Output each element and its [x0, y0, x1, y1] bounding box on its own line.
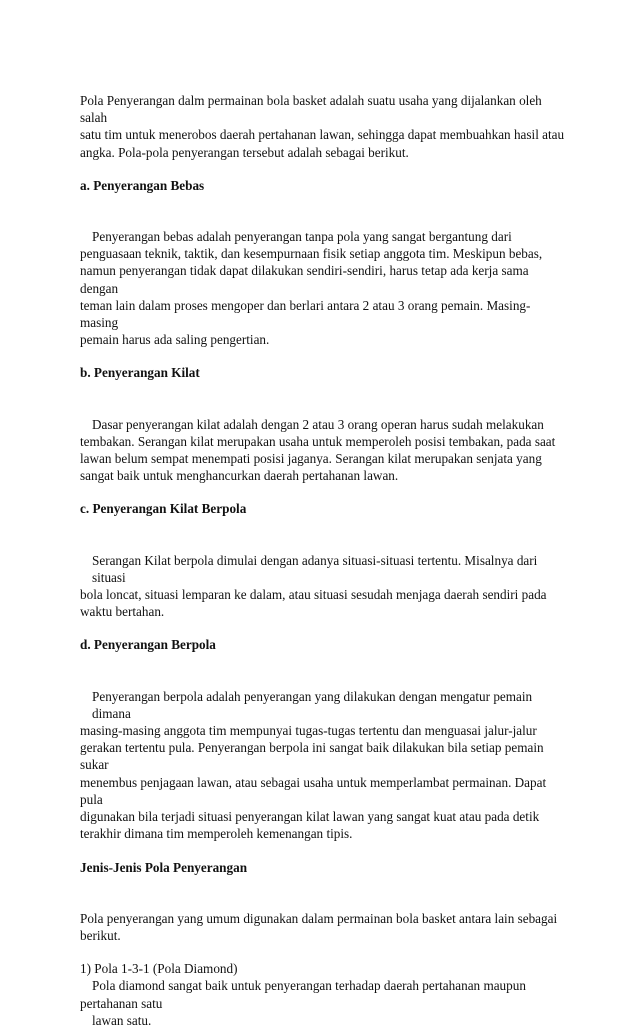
text-line: masing-masing anggota tim mempunyai tugas-tugas tertentu dan menguasai jalur-jalur — [80, 723, 537, 739]
text-line: bola loncat, situasi lemparan ke dalam, atau situasi sesudah menjaga daerah sendiri pada — [80, 587, 547, 603]
text-line: berikut. — [80, 927, 121, 943]
text-line: pemain harus ada saling pengertian. — [80, 332, 270, 348]
section-heading: a. Penyerangan Bebas — [80, 177, 205, 193]
text-line: waktu bertahan. — [80, 604, 165, 620]
text-line: teman lain dalam proses mengoper dan berlari antara 2 atau 3 orang pemain. Masing-masing — [80, 297, 531, 331]
section-paragraph — [80, 688, 565, 843]
text-line: Serangan Kilat berpola dimulai dengan adanya situasi-situasi tertentu. Misalnya dari situasi — [92, 552, 538, 585]
text-line: Penyerangan bebas adalah penyerangan tanpa pola yang sangat bergantung dari — [92, 229, 512, 245]
text-line: angka. Pola-pola penyerangan tersebut adalah sebagai berikut. — [80, 144, 409, 160]
section-heading: c. Penyerangan Kilat Berpola — [80, 501, 247, 517]
text-line: Penyerangan berpola adalah penyerangan yang dilakukan dengan mengatur pemain dimana — [92, 688, 533, 721]
text-line: digunakan bila terjadi situasi penyerangan kilat lawan yang sangat kuat atau pada detik — [80, 809, 540, 825]
text-line: Pola Penyerangan dalm permainan bola basket adalah suatu usaha yang dijalankan oleh salah — [80, 93, 542, 126]
text-line: lawan belum sempat menempati posisi jaganya. Serangan kilat merupakan senjata yang — [80, 451, 542, 467]
list-item — [80, 960, 565, 1029]
document-page — [80, 92, 565, 1029]
text-line: lawan satu. — [92, 1012, 152, 1028]
text-line: tembakan. Serangan kilat merupakan usaha untuk memperoleh posisi tembakan, pada saat — [80, 433, 556, 449]
text-line: gerakan tertentu pula. Penyerangan berpola ini sangat baik dilakukan bila setiap pemain sukar — [80, 740, 544, 773]
section-heading: d. Penyerangan Berpola — [80, 637, 216, 653]
text-line: namun penyerangan tidak dapat dilakukan sendiri-sendiri, harus tetap ada kerja sama dengan — [80, 263, 529, 296]
section-heading: b. Penyerangan Kilat — [80, 365, 200, 381]
section-paragraph — [80, 910, 565, 944]
text-line: sangat baik untuk menghancurkan daerah pertahanan lawan. — [80, 468, 399, 484]
section-paragraph — [80, 228, 565, 348]
text-line: pertahanan satu — [80, 995, 163, 1011]
text-line: menembus penjagaan lawan, atau sebagai usaha untuk memperlambat permainan. Dapat pula — [80, 774, 547, 807]
text-line: Pola penyerangan yang umum digunakan dalam permainan bola basket antara lain sebagai — [80, 910, 558, 926]
text-line: satu tim untuk menerobos daerah pertahanan lawan, sehingga dapat membuahkan hasil atau — [80, 127, 565, 143]
section-paragraph — [80, 552, 565, 621]
text-line: Pola diamond sangat baik untuk penyerangan terhadap daerah pertahanan maupun — [92, 978, 526, 994]
section-paragraph — [80, 416, 565, 485]
section-heading: Jenis-Jenis Pola Penyerangan — [80, 859, 248, 875]
intro-paragraph — [80, 92, 565, 161]
text-line: Dasar penyerangan kilat adalah dengan 2 atau 3 orang operan harus sudah melakukan — [92, 416, 544, 432]
text-line: terakhir dimana tim memperoleh kemenangan tipis. — [80, 826, 353, 842]
text-line: penguasaan teknik, taktik, dan kesempurnaan fisik setiap anggota tim. Meskipun bebas, — [80, 246, 543, 262]
list-item-title: 1) Pola 1-3-1 (Pola Diamond) — [80, 961, 238, 977]
